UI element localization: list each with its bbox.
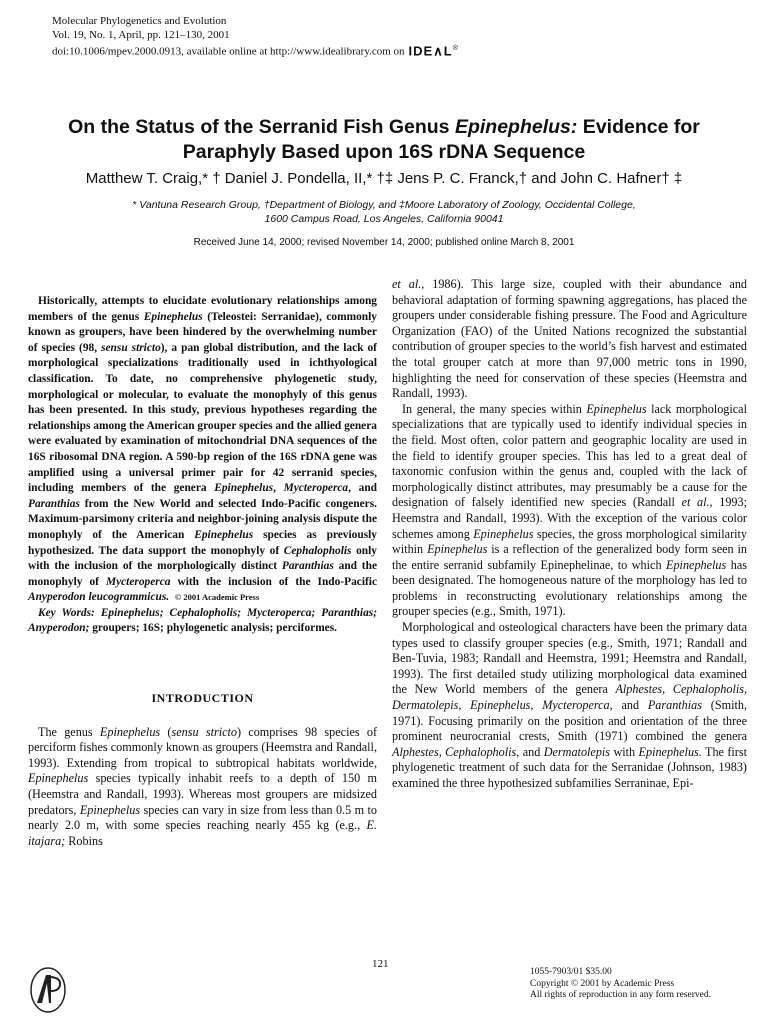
academic-press-logo-icon: [28, 965, 68, 1015]
right-paragraph-1: et al., 1986). This large size, coupled with their abundance and behavioral adaptation of forming spawning aggregations, has placed the groupers under considerable fishing pressure. The Food and Agriculture Organization (FAO) of the United Nations recognized the substantial contribution of grouper species to the world’s fish harvest and estimated the total grouper catch at more than 97,000 metric tons in 1990, highlighting the need for conservation of these species (Heemstra and Randall, 1993).: [392, 277, 748, 401]
journal-name: Molecular Phylogenetics and Evolution: [52, 15, 227, 27]
left-column: [28, 294, 377, 849]
footer-copyright: Copyright © 2001 by Academic Press: [530, 978, 675, 989]
intro-paragraph-1: The genus Epinephelus (sensu stricto) comprises 98 species of perciform fishes commonly known as groupers (Heemstra and Randall, 1993). Extending from tropical to subtropical habitats worldwide, Epinephelus species typically inhabit reefs to a depth of 150 m (Heemstra and Randall, 1993). Whereas most groupers are midsized predators, Epinephelus species can vary in size from less than 0.5 m to nearly 2.0 m, with some species reaching nearly 455 kg (e.g., E. itajara; Robins: [28, 724, 378, 848]
affiliation: * Vantuna Research Group, †Department of Biology, and ‡Moore Laboratory of Zoology, Occidental College, 1600 Campus Road, Los Angeles, California 90041: [132, 199, 636, 225]
journal-volume: Vol. 19, No. 1, April, pp. 121–130, 2001: [52, 29, 230, 41]
page-number: 121: [372, 958, 389, 970]
right-column: [392, 277, 747, 792]
received-dates: Received June 14, 2000; revised November 14, 2000; published online March 8, 2001: [193, 237, 575, 248]
paper-title: On the Status of the Serranid Fish Genus Epinephelus: Evidence for Paraphyly Based upon 16S rDNA Sequence: [68, 116, 700, 163]
abstract: Historically, attempts to elucidate evolutionary relationships among members of the genus Epinephelus (Teleostei: Serranidae), commonly known as groupers, have been hindered by the overwhelming number of species (98, sensu stricto), a pan global distribution, and the lack of morphological specializations traditionally used in ichthyological classification. To date, no comprehensive phylogenetic study, morphological or molecular, to evaluate the monophyly of this genus has been presented. In this study, previous hypotheses regarding the relationships among the American grouper species and the allied genera were evaluated by examination of mitochondrial DNA sequences of the 16S ribosomal DNA region. A 590-bp region of the 16S rDNA gene was amplified using a universal primer pair for 42 serranid species, including members of the genera Epinephelus, Mycteroperca, and Paranthias from the New World and selected Indo-Pacific congeners. Maximum-parsimony criteria and neighbor-joining analysis dispute the monophyly of the American Epinephelus species as previously hypothesized. The data support the monophyly of Cephalopholis only with the inclusion of the morphologically distinct Paranthias and the monophyly of Mycteroperca with the inclusion of the Indo-Pacific Anyperodon leucogrammicus. © 2001 Academic Press: [28, 295, 378, 604]
doi-text[interactable]: doi:10.1006/mpev.2000.0913, available online at http://www.idealibrary.com on: [52, 45, 405, 58]
key-words: Key Words: Epinephelus; Cephalopholis; Mycteroperca; Paranthias; Anyperodon; groupers; 16S; phylogenetic analysis; perciformes.: [28, 606, 377, 635]
footer-reserved: All rights of reproduction in any form reserved.: [530, 990, 711, 1000]
right-paragraph-2: In general, the many species within Epinephelus lack morphological specializations that are typically used to identify individual species in the field. Most often, color pattern and geographic locality are used in the field to identify grouper species. This has led to a great deal of taxonomic confusion within the genus and, coupled with the lack of morphologically distinct attributes, may presumably be a cause for the designation of falsely identified new species (Randall et al., 1993; Heemstra and Randall, 1993). With the exception of the various color schemes among Epinephelus species, the gross morphological similarity within Epinephelus is a reflection of the generalized body form seen in the entire serranid subfamily Epinephelinae, to which Epinephelus has been designated. The homogeneous nature of the morphology has led to problems in reconstructing evolutionary relationships among the grouper species (e.g., Smith, 1971).: [392, 401, 748, 619]
journal-header: [52, 14, 459, 58]
journal-doi: [52, 42, 459, 58]
ideal-logo: IDE∧L®: [408, 43, 459, 59]
abstract-copyright: © 2001 Academic Press: [174, 592, 260, 603]
authors: Matthew T. Craig,* † Daniel J. Pondella, II,* †‡ Jens P. C. Franck,† and John C. Hafner† ‡: [85, 170, 683, 187]
right-paragraph-3: Morphological and osteological characters have been the primary data types used to classify grouper species (e.g., Smith, 1971; Randall and Ben-Tuvia, 1983; Randall and Heemstra, 1991; Heemstra and Randall, 1993). The first detailed study utilizing morphological data examined the New World members of the genera Alphestes, Cephalopholis, Dermatolepis, Epinephelus, Mycteroperca, and Paranthias (Smith, 1971). Focusing primarily on the position and orientation of the three prominent neurocranial crests, Smith (1971) combined the genera Alphestes, Cephalopholis, and Dermatolepis with Epinephelus. The first phylogenetic treatment of such data for the Serranidae (Johnson, 1983) examined the three hypothesized subfamilies Serraninae, Epi-: [392, 620, 747, 790]
footer-price: 1055-7903/01 $35.00: [530, 967, 612, 977]
footer-rights: [530, 967, 711, 1002]
intro-heading: INTRODUCTION: [151, 691, 254, 706]
